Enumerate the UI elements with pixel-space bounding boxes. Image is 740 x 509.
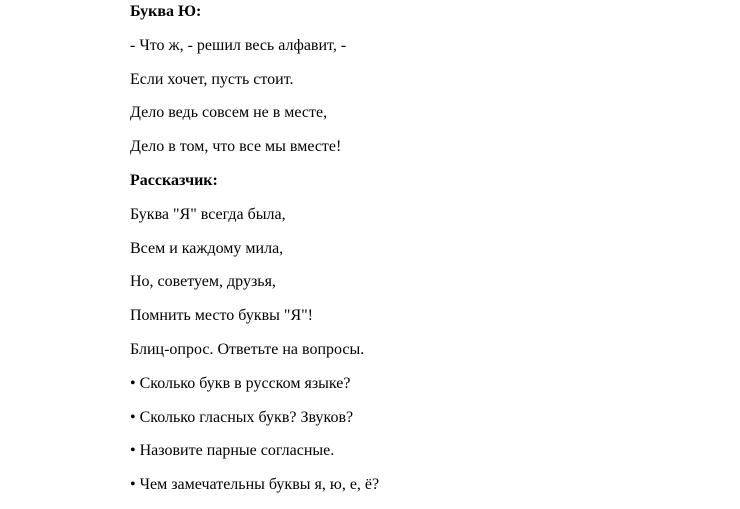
quiz-question: • Чем замечательны буквы я, ю, е, ё? — [130, 476, 380, 494]
verse-line: Если хочет, пусть стоит. — [130, 70, 294, 88]
speaker-heading-yu: Буква Ю: — [130, 3, 202, 20]
quiz-intro: Блиц-опрос. Ответьте на вопросы. — [130, 340, 365, 358]
verse-line: Дело ведь совсем не в месте, — [130, 104, 328, 122]
verse-line: Помнить место буквы "Я"! — [130, 307, 313, 325]
speaker-heading-narrator: Рассказчик: — [130, 171, 218, 189]
verse-line: Всем и каждому мила, — [130, 239, 284, 257]
verse-line: Но, советуем, друзья, — [130, 273, 276, 291]
quiz-question: • Назовите парные согласные. — [130, 442, 335, 460]
quiz-question: • Сколько букв в русском языке? — [130, 374, 351, 392]
document-body — [130, 2, 379, 509]
verse-line: Дело в том, что все мы вместе! — [130, 138, 342, 156]
quiz-question: • Сколько гласных букв? Звуков? — [130, 408, 354, 426]
verse-line: - Что ж, - решил весь алфавит, - — [130, 36, 347, 54]
verse-line: Буква "Я" всегда была, — [130, 205, 286, 223]
